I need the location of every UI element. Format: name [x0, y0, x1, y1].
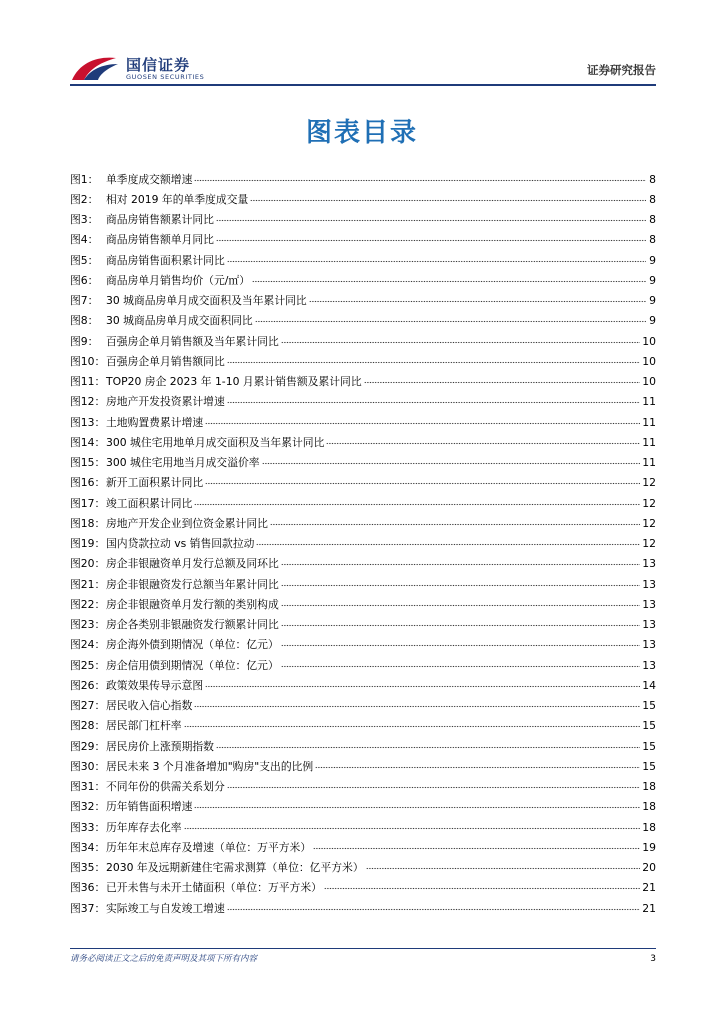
- toc-entry-number: 图3：: [70, 213, 99, 227]
- toc-dot-leader: [281, 622, 641, 629]
- toc-entry-page: 12: [642, 496, 656, 510]
- toc-entry[interactable]: [70, 413, 656, 433]
- toc-entry-number: 图6：: [70, 273, 99, 287]
- toc-dot-leader: [184, 825, 641, 832]
- toc-entry-page: 10: [642, 354, 656, 368]
- toc-entry-title: 国内贷款拉动 vs 销售回款拉动: [106, 537, 255, 551]
- toc-entry[interactable]: [70, 636, 656, 656]
- toc-dot-leader: [216, 744, 640, 751]
- toc-entry-page: 15: [642, 699, 656, 713]
- toc-dot-leader: [364, 379, 641, 386]
- toc-entry-number: 图5：: [70, 253, 99, 267]
- toc-dot-leader: [227, 359, 640, 366]
- toc-entry[interactable]: [70, 859, 656, 879]
- toc-entry-number: 图18：: [70, 516, 106, 530]
- toc-entry-page: 8: [649, 192, 656, 206]
- toc-dot-leader: [324, 885, 640, 892]
- toc-entry-title: 不同年份的供需关系划分: [106, 780, 225, 794]
- toc-dot-leader: [205, 480, 640, 487]
- toc-entry-number: 图19：: [70, 537, 106, 551]
- toc-dot-leader: [194, 804, 640, 811]
- toc-entry[interactable]: [70, 271, 656, 291]
- toc-entry-title: 房企非银融资单月发行总额及同环比: [106, 557, 279, 571]
- toc-entry[interactable]: [70, 211, 656, 231]
- toc-entry[interactable]: [70, 737, 656, 757]
- toc-dot-leader: [227, 784, 640, 791]
- toc-entry-number: 图15：: [70, 456, 106, 470]
- toc-dot-leader: [250, 197, 646, 204]
- toc-entry-title: 商品房单月销售均价（元/㎡）: [106, 273, 250, 287]
- toc-entry-page: 8: [649, 172, 656, 186]
- toc-entry-number: 图33：: [70, 820, 106, 834]
- toc-entry-page: 18: [642, 820, 656, 834]
- toc-entry-page: 9: [649, 294, 656, 308]
- toc-entry-page: 10: [642, 375, 656, 389]
- figure-list: [70, 170, 656, 919]
- toc-entry-number: 图23：: [70, 618, 106, 632]
- toc-entry-number: 图17：: [70, 496, 106, 510]
- toc-entry[interactable]: [70, 717, 656, 737]
- toc-entry-number: 图31：: [70, 780, 106, 794]
- toc-entry-title: 2030 年及远期新建住宅需求测算（单位：亿平方米）: [106, 861, 364, 875]
- toc-dot-leader: [326, 440, 640, 447]
- toc-entry[interactable]: [70, 798, 656, 818]
- toc-dot-leader: [281, 582, 641, 589]
- toc-entry-number: 图25：: [70, 658, 106, 672]
- toc-entry-page: 18: [642, 780, 656, 794]
- toc-dot-leader: [194, 501, 640, 508]
- toc-entry-title: 百强房企单月销售额同比: [106, 354, 225, 368]
- toc-entry[interactable]: [70, 312, 656, 332]
- toc-entry[interactable]: [70, 352, 656, 372]
- toc-entry-number: 图24：: [70, 638, 106, 652]
- toc-entry[interactable]: [70, 170, 656, 190]
- toc-entry[interactable]: [70, 838, 656, 858]
- toc-entry[interactable]: [70, 899, 656, 919]
- toc-entry-page: 21: [642, 881, 656, 895]
- toc-entry-number: 图16：: [70, 476, 106, 490]
- toc-entry-page: 13: [642, 597, 656, 611]
- toc-entry-page: 15: [642, 719, 656, 733]
- toc-entry[interactable]: [70, 656, 656, 676]
- toc-entry[interactable]: [70, 393, 656, 413]
- toc-entry-page: 12: [642, 516, 656, 530]
- toc-entry-title: 居民部门杠杆率: [106, 719, 182, 733]
- toc-entry-number: 图37：: [70, 901, 106, 915]
- toc-entry-title: 已开未售与未开土储面积（单位：万平方米）: [106, 881, 322, 895]
- toc-dot-leader: [194, 703, 640, 710]
- toc-entry-page: 18: [642, 800, 656, 814]
- report-type-label: 证券研究报告: [587, 63, 656, 77]
- toc-entry-title: 政策效果传导示意图: [106, 678, 204, 692]
- toc-entry-number: 图34：: [70, 840, 106, 854]
- toc-dot-leader: [184, 723, 641, 730]
- toc-entry-page: 13: [642, 577, 656, 591]
- toc-dot-leader: [227, 906, 640, 913]
- toc-entry[interactable]: [70, 757, 656, 777]
- toc-entry-number: 图10：: [70, 354, 106, 368]
- toc-entry-title: 单季度成交额增速: [106, 172, 193, 186]
- toc-entry-page: 12: [642, 537, 656, 551]
- toc-dot-leader: [227, 258, 646, 265]
- toc-entry-number: 图4：: [70, 233, 99, 247]
- toc-entry-page: 15: [642, 739, 656, 753]
- toc-dot-leader: [281, 339, 641, 346]
- toc-dot-leader: [216, 217, 646, 224]
- toc-entry-title: 商品房销售额累计同比: [106, 213, 214, 227]
- toc-entry[interactable]: [70, 332, 656, 352]
- toc-entry-page: 8: [649, 213, 656, 227]
- toc-entry-number: 图29：: [70, 739, 106, 753]
- toc-entry-title: 30 城商品房单月成交面积及当年累计同比: [106, 294, 307, 308]
- toc-entry[interactable]: [70, 535, 656, 555]
- page-number: 3: [650, 954, 656, 964]
- toc-entry-number: 图26：: [70, 678, 106, 692]
- guosen-logo: [70, 50, 210, 86]
- toc-dot-leader: [256, 541, 640, 548]
- toc-dot-leader: [313, 845, 640, 852]
- toc-entry[interactable]: [70, 818, 656, 838]
- toc-dot-leader: [252, 278, 646, 285]
- page-title: 图表目录: [305, 118, 418, 148]
- logo-name-en: GUOSEN SECURITIES: [126, 73, 205, 81]
- toc-entry[interactable]: [70, 595, 656, 615]
- toc-entry-page: 13: [642, 557, 656, 571]
- toc-entry-title: 百强房企单月销售额及当年累计同比: [106, 334, 279, 348]
- toc-entry-title: 历年销售面积增速: [106, 800, 193, 814]
- toc-entry-title: 竣工面积累计同比: [106, 496, 193, 510]
- toc-entry-title: 房企非银融资发行总额当年累计同比: [106, 577, 279, 591]
- toc-entry-page: 13: [642, 658, 656, 672]
- toc-entry-title: 300 城住宅用地当月成交溢价率: [106, 456, 260, 470]
- toc-entry-title: 30 城商品房单月成交面积同比: [106, 314, 253, 328]
- toc-entry-title: 新开工面积累计同比: [106, 476, 204, 490]
- toc-entry-number: 图21：: [70, 577, 106, 591]
- toc-entry-title: 土地购置费累计增速: [106, 415, 204, 429]
- toc-entry-title: 实际竣工与自发竣工增速: [106, 901, 225, 915]
- toc-entry[interactable]: [70, 575, 656, 595]
- toc-entry[interactable]: [70, 454, 656, 474]
- toc-dot-leader: [366, 865, 641, 872]
- toc-entry[interactable]: [70, 251, 656, 271]
- toc-dot-leader: [194, 177, 646, 184]
- toc-dot-leader: [205, 420, 640, 427]
- toc-entry[interactable]: [70, 190, 656, 210]
- toc-entry-title: 房地产开发企业到位资金累计同比: [106, 516, 268, 530]
- toc-entry-page: 9: [649, 253, 656, 267]
- toc-entry-number: 图13：: [70, 415, 106, 429]
- toc-dot-leader: [216, 237, 646, 244]
- toc-entry-title: 房地产开发投资累计增速: [106, 395, 225, 409]
- toc-dot-leader: [227, 399, 640, 406]
- toc-dot-leader: [255, 318, 646, 325]
- toc-entry-number: 图30：: [70, 759, 106, 773]
- toc-entry-number: 图7：: [70, 294, 99, 308]
- toc-entry-title: 房企非银融资单月发行额的类别构成: [106, 597, 279, 611]
- toc-entry-page: 11: [642, 395, 656, 409]
- toc-entry-title: 房企信用债到期情况（单位：亿元）: [106, 658, 279, 672]
- toc-dot-leader: [281, 561, 641, 568]
- toc-entry[interactable]: [70, 555, 656, 575]
- toc-entry-number: 图2：: [70, 192, 99, 206]
- toc-dot-leader: [315, 764, 640, 771]
- toc-entry-title: 历年年末总库存及增速（单位：万平方米）: [106, 840, 312, 854]
- toc-entry-title: 300 城住宅用地单月成交面积及当年累计同比: [106, 435, 325, 449]
- toc-entry[interactable]: [70, 292, 656, 312]
- toc-entry-page: 21: [642, 901, 656, 915]
- toc-entry-title: TOP20 房企 2023 年 1-10 月累计销售额及累计同比: [106, 375, 362, 389]
- toc-entry-number: 图27：: [70, 699, 106, 713]
- toc-entry-title: 房企海外债到期情况（单位：亿元）: [106, 638, 279, 652]
- toc-entry-title: 房企各类别非银融资发行额累计同比: [106, 618, 279, 632]
- toc-entry-title: 居民收入信心指数: [106, 699, 193, 713]
- toc-entry-title: 商品房销售面积累计同比: [106, 253, 225, 267]
- toc-entry-page: 11: [642, 435, 656, 449]
- toc-entry-number: 图12：: [70, 395, 106, 409]
- toc-entry-page: 8: [649, 233, 656, 247]
- toc-entry-page: 14: [642, 678, 656, 692]
- toc-entry-page: 12: [642, 476, 656, 490]
- toc-entry[interactable]: [70, 676, 656, 696]
- toc-dot-leader: [309, 298, 646, 305]
- toc-dot-leader: [270, 521, 640, 528]
- toc-entry-title: 历年库存去化率: [106, 820, 182, 834]
- toc-entry-number: 图36：: [70, 881, 106, 895]
- toc-entry[interactable]: [70, 697, 656, 717]
- toc-entry-page: 15: [642, 759, 656, 773]
- toc-entry-title: 居民房价上涨预期指数: [106, 739, 214, 753]
- guosen-logo-icon: [70, 54, 120, 84]
- toc-entry[interactable]: [70, 514, 656, 534]
- toc-entry-page: 13: [642, 638, 656, 652]
- toc-entry-number: 图11：: [70, 375, 106, 389]
- toc-entry-page: 20: [642, 861, 656, 875]
- toc-entry-number: 图14：: [70, 435, 106, 449]
- toc-entry-number: 图32：: [70, 800, 106, 814]
- toc-entry[interactable]: [70, 494, 656, 514]
- toc-entry-number: 图8：: [70, 314, 99, 328]
- toc-dot-leader: [205, 683, 640, 690]
- toc-entry-page: 13: [642, 618, 656, 632]
- toc-entry[interactable]: [70, 474, 656, 494]
- toc-entry[interactable]: [70, 778, 656, 798]
- toc-dot-leader: [281, 602, 641, 609]
- toc-entry[interactable]: [70, 373, 656, 393]
- header-divider: [70, 84, 656, 86]
- toc-entry-title: 商品房销售额单月同比: [106, 233, 214, 247]
- toc-entry-title: 相对 2019 年的单季度成交量: [106, 192, 249, 206]
- toc-entry[interactable]: [70, 231, 656, 251]
- toc-dot-leader: [281, 663, 641, 670]
- toc-entry[interactable]: [70, 433, 656, 453]
- toc-entry-page: 10: [642, 334, 656, 348]
- toc-entry-number: 图1：: [70, 172, 99, 186]
- footer-disclaimer: 请务必阅读正文之后的免责声明及其项下所有内容: [70, 954, 258, 964]
- toc-entry-page: 9: [649, 314, 656, 328]
- toc-entry-page: 19: [642, 840, 656, 854]
- toc-entry-title: 居民未来 3 个月准备增加"购房"支出的比例: [106, 759, 314, 773]
- toc-entry-number: 图28：: [70, 719, 106, 733]
- toc-entry-number: 图22：: [70, 597, 106, 611]
- toc-dot-leader: [262, 460, 641, 467]
- toc-entry-page: 9: [649, 273, 656, 287]
- page-header: [70, 48, 656, 88]
- toc-entry[interactable]: [70, 616, 656, 636]
- logo-name-cn: 国信证券: [126, 56, 191, 74]
- toc-entry[interactable]: [70, 879, 656, 899]
- toc-dot-leader: [281, 642, 641, 649]
- toc-entry-number: 图9：: [70, 334, 99, 348]
- footer-divider: [70, 948, 656, 949]
- toc-entry-page: 11: [642, 415, 656, 429]
- toc-entry-page: 11: [642, 456, 656, 470]
- toc-entry-number: 图20：: [70, 557, 106, 571]
- toc-entry-number: 图35：: [70, 861, 106, 875]
